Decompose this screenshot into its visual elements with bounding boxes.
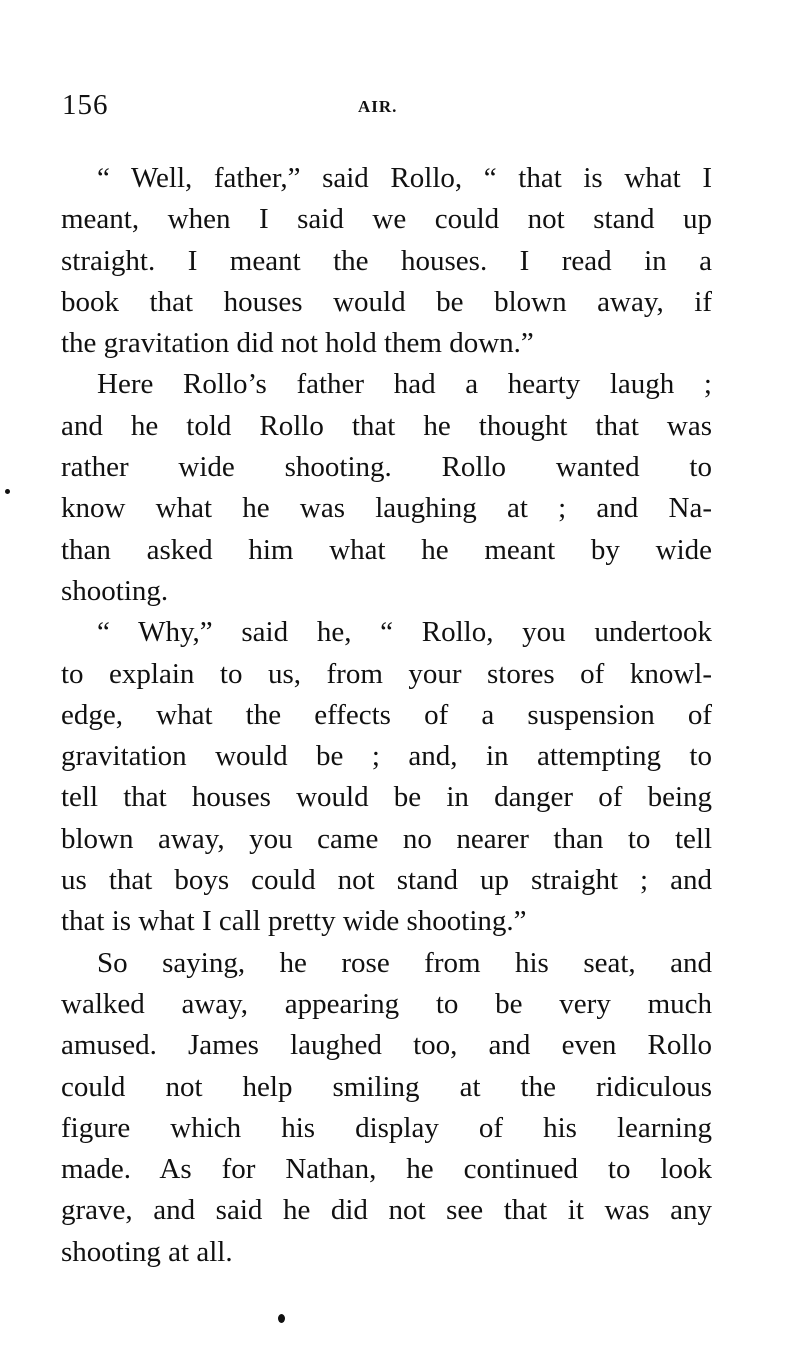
text-line: us that boys could not stand up straight ; and (61, 864, 712, 897)
text-line: to explain to us, from your stores of knowl- (61, 657, 712, 690)
text-line: could not help smiling at the ridiculous (61, 1070, 712, 1103)
ink-speck (278, 1314, 285, 1323)
text-line: shooting. (61, 574, 169, 607)
text-line: book that houses would be blown away, if (61, 285, 712, 318)
text-line: So saying, he rose from his seat, and (97, 946, 712, 979)
text-line: that is what I call pretty wide shooting.” (61, 905, 527, 938)
text-line: tell that houses would be in danger of being (61, 781, 712, 814)
text-line: know what he was laughing at ; and Na- (61, 492, 712, 525)
text-line: meant, when I said we could not stand up (61, 203, 712, 236)
text-line: “ Why,” said he, “ Rollo, you undertook (97, 616, 712, 649)
text-line: the gravitation did not hold them down.” (61, 327, 534, 360)
text-line: than asked him what he meant by wide (61, 533, 712, 566)
text-line: gravitation would be ; and, in attempting to (61, 740, 712, 773)
text-line: “ Well, father,” said Rollo, “ that is what I (97, 162, 712, 194)
text-line: amused. James laughed too, and even Rollo (61, 1029, 712, 1062)
text-line: Here Rollo’s father had a hearty laugh ; (97, 368, 712, 401)
text-line: edge, what the effects of a suspension of (61, 698, 712, 731)
running-head: AIR. (358, 97, 398, 116)
text-line: grave, and said he did not see that it was any (61, 1194, 712, 1227)
paragraph-4 (61, 943, 712, 1273)
ink-speck (5, 489, 10, 494)
text-line: made. As for Nathan, he continued to look (61, 1153, 712, 1186)
paragraph-3 (61, 612, 712, 942)
page-number: 156 (62, 89, 109, 121)
text-line: and he told Rollo that he thought that was (61, 409, 712, 442)
paragraph-2 (61, 364, 712, 612)
text-line: blown away, you came no nearer than to tell (61, 822, 712, 855)
text-line: figure which his display of his learning (61, 1111, 712, 1144)
text-line: shooting at all. (61, 1235, 233, 1268)
text-line: rather wide shooting. Rollo wanted to (61, 451, 712, 484)
body-text (61, 158, 712, 1273)
text-line: straight. I meant the houses. I read in a (61, 244, 712, 277)
paragraph-1 (61, 158, 712, 364)
text-line: walked away, appearing to be very much (61, 987, 712, 1020)
